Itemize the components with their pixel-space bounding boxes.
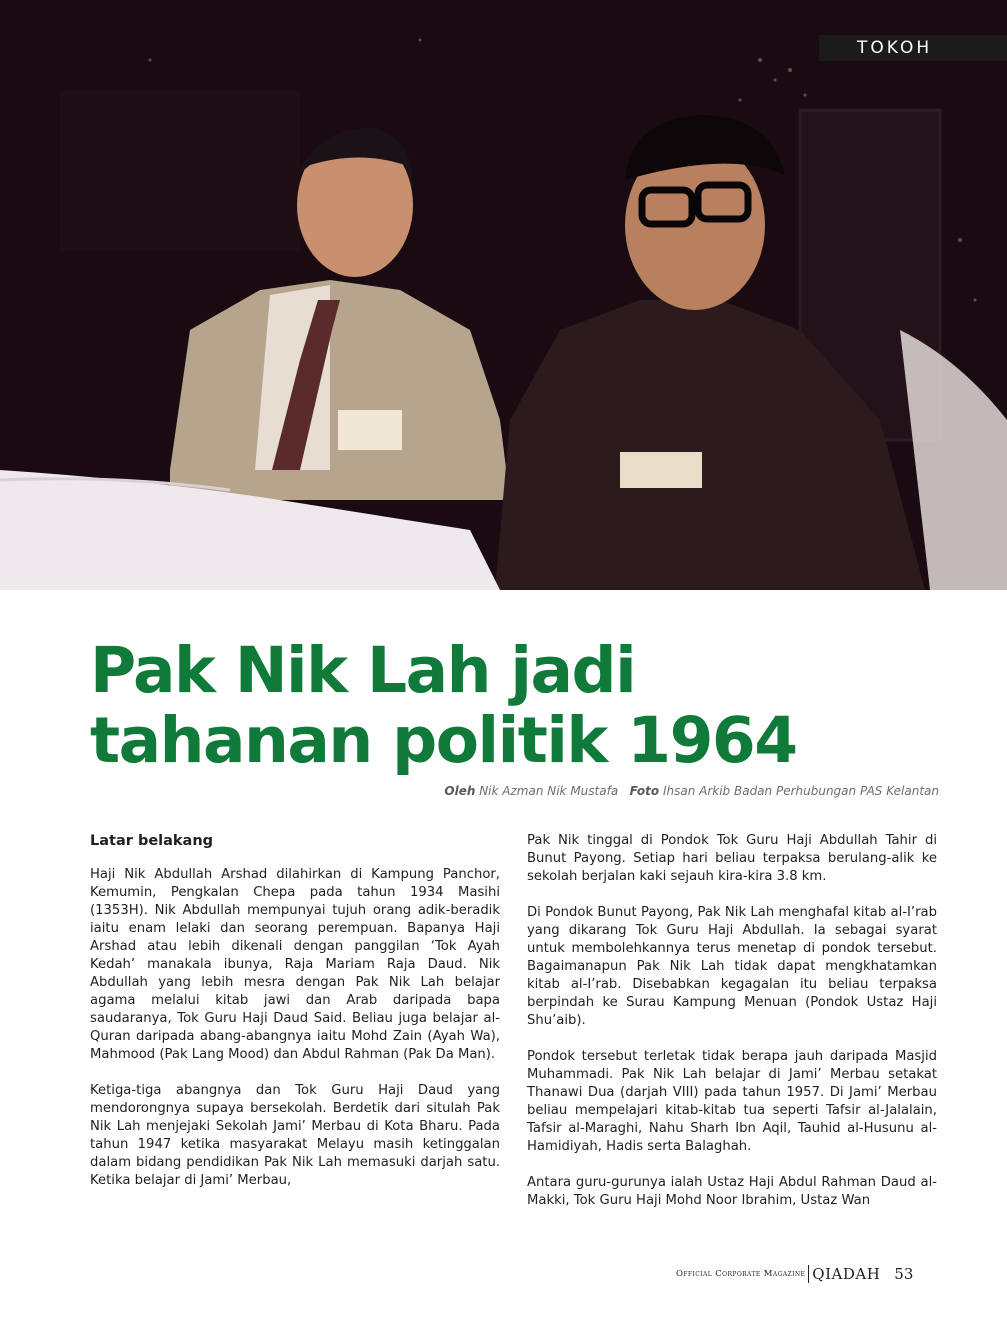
byline [444, 784, 939, 798]
paragraph: Pondok tersebut terletak tidak berapa jauh daripada Masjid Muhammadi. Pak Nik Lah belajar di Jami’ Merbau setakat Thanawi Dua (darjah VIII) pada tahun 1957. Di Jami’ Merbau beliau mempelajari kitab-kitab tua seperti Tafsir al-Jalalain, Tafsir al-Maraghi, Nahu Sharh Ibn Aqil, Tauhid al-Husunu al-Hamidiyah, Hadis serta Balaghah. [527, 1049, 937, 1154]
headline-line-2: tahanan politik 1964 [90, 704, 797, 777]
paragraph: Di Pondok Bunut Payong, Pak Nik Lah menghafal kitab al-I’rab yang dikarang Tok Guru Haji Abdullah. Ia sebagai syarat untuk membolehkannya terus menetap di pondok tersebut. Bagaimanapun Pak Nik Lah tidak dapat mengkhatamkan kitab al-I’rab. Disebabkan kegagalan itu beliau terpaksa berpindah ke Surau Kampung Menuan (Pondok Ustaz Haji Shu’aib). [527, 905, 937, 1028]
body-column-left [90, 830, 500, 1208]
page-number: 53 [894, 1265, 914, 1283]
paragraph: Ketiga-tiga abangnya dan Tok Guru Haji Daud yang mendorongnya supaya bersekolah. Berdetik dari situlah Pak Nik Lah menjejaki Sekolah Jami’ Merbau di Kota Bharu. Pada tahun 1947 ketika masyarakat Melayu masih ketinggalan dalam bidang pendidikan Pak Nik Lah memasuki darjah satu. Ketika belajar di Jami’ Merbau, [90, 1083, 500, 1188]
paragraph: Antara guru-gurunya ialah Ustaz Haji Abdul Rahman Daud al-Makki, Tok Guru Haji Mohd Noor Ibrahim, Ustaz Wan [527, 1175, 937, 1208]
section-tag: TOKOH [819, 35, 1007, 61]
archival-photo-illustration [0, 0, 1007, 590]
magazine-label: Official Corporate Magazine [676, 1269, 806, 1279]
page-footer [676, 1265, 913, 1283]
magazine-brand: QIADAH [808, 1265, 880, 1283]
body-column-right [527, 832, 937, 1228]
byline-photo-label: Foto [629, 784, 660, 798]
article-headline [90, 636, 950, 776]
paragraph: Haji Nik Abdullah Arshad dilahirkan di Kampung Panchor, Kemumin, Pengkalan Chepa pada tahun 1934 Masihi (1353H). Nik Abdullah mempunyai tujuh orang adik-beradik iaitu enam lelaki dan seorang perempuan. Bapanya Haji Arshad atau lebih dikenali dengan panggilan ‘Tok Ayah Kedah’ manakala ibunya, Raja Mariam Raja Daud. Nik Abdullah yang lebih mesra dengan Pak Nik Lah belajar agama melalui kitab jawi dan Arab daripada bapa saudaranya, Tok Guru Haji Daud Said. Beliau juga belajar al-Quran daripada abang-abangnya iaitu Mohd Zain (Ayah Wa), Mahmood (Pak Lang Mood) dan Abdul Rahman (Pak Da Man). [90, 867, 500, 1062]
byline-by-label: Oleh [444, 784, 476, 798]
subhead: Latar belakang [90, 833, 214, 849]
byline-author: Nik Azman Nik Mustafa [479, 784, 619, 798]
paragraph: Pak Nik tinggal di Pondok Tok Guru Haji Abdullah Tahir di Bunut Payong. Setiap hari beliau terpaksa berulang-alik ke sekolah berjalan kaki sejauh kira-kira 3.8 km. [527, 833, 937, 884]
headline-line-1: Pak Nik Lah jadi [90, 634, 636, 707]
byline-photographer: Ihsan Arkib Badan Perhubungan PAS Kelantan [662, 784, 939, 798]
hero-photo [0, 0, 1007, 590]
